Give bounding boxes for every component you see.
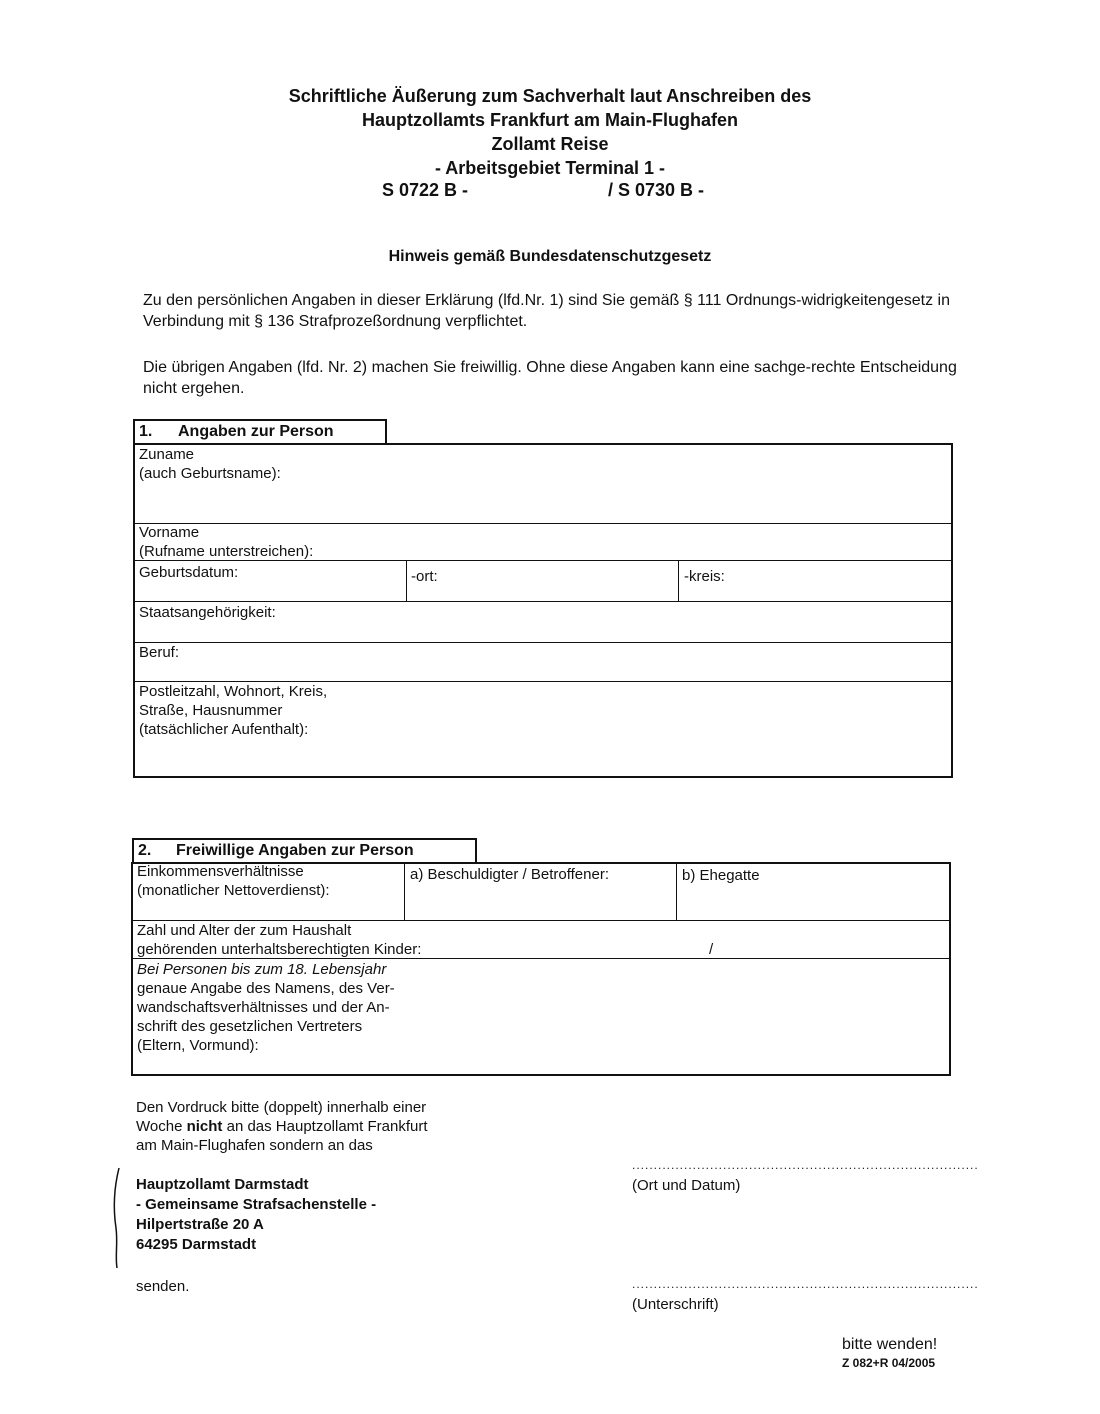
firstname-field[interactable] [340, 530, 940, 558]
surname-label-line: (auch Geburtsname): [139, 465, 281, 482]
instruction-text: Woche [136, 1118, 187, 1135]
income-label-line: (monatlicher Nettoverdienst): [137, 882, 330, 899]
income-accused-label: a) Beschuldigter / Betroffener: [410, 866, 609, 883]
minor-label-line: (Eltern, Vormund): [137, 1037, 259, 1054]
notice-paragraph-2: Die übrigen Angaben (lfd. Nr. 2) machen Sie freiwillig. Ohne diese Angaben kann eine sachge-rechte Entscheidung nicht ergehen. [143, 359, 957, 397]
address-label [139, 682, 327, 739]
address-line: - Gemeinsame Strafsachenstelle - [136, 1196, 377, 1213]
income-label [137, 862, 330, 900]
surname-label [139, 445, 281, 483]
income-accused-field[interactable] [410, 885, 670, 917]
instruction-line [136, 1117, 428, 1136]
income-label-line: Einkommensverhältnisse [137, 863, 304, 880]
address-line: 64295 Darmstadt [136, 1236, 257, 1253]
nationality-field[interactable] [300, 605, 940, 639]
minor-label-line: Bei Personen bis zum 18. Lebensjahr [137, 961, 387, 978]
header-line-2: Hauptzollamts Frankfurt am Main-Flughafen [361, 110, 739, 130]
place-date-label: (Ort und Datum) [632, 1177, 741, 1194]
header-line-4: - Arbeitsgebiet Terminal 1 - [434, 158, 666, 178]
place-date-line[interactable]: ................................................................................ [632, 1158, 979, 1172]
profession-label: Beruf: [139, 644, 180, 661]
birthplace-label: -ort: [411, 568, 438, 585]
children-label [137, 921, 421, 959]
guardian-field[interactable] [440, 965, 940, 1070]
section-1-title: Angaben zur Person [178, 423, 334, 440]
divider [676, 862, 677, 920]
minor-label-line: schrift des gesetzlichen Vertreters [137, 1018, 363, 1035]
firstname-label [139, 523, 313, 561]
section-1-number: 1. [139, 423, 153, 440]
divider [406, 560, 407, 601]
bracket-mark [112, 1168, 120, 1268]
address-label-line: Postleitzahl, Wohnort, Kreis, [139, 683, 328, 700]
birthdate-field[interactable] [260, 563, 400, 597]
header-line-3: Zollamt Reise [491, 134, 609, 154]
send-text: senden. [136, 1278, 190, 1295]
recipient-address [136, 1175, 376, 1255]
children-label-line: gehörenden unterhaltsberechtigten Kinder: [137, 941, 422, 958]
surname-field[interactable] [300, 480, 940, 518]
address-line: Hauptzollamt Darmstadt [136, 1176, 309, 1193]
form-code: Z 082+R 04/2005 [842, 1356, 936, 1370]
children-slash: / [709, 941, 714, 958]
notice-paragraph-1: Zu den persönlichen Angaben in dieser Erklärung (lfd.Nr. 1) sind Sie gemäß § 111 Ordnungs-widrigkeitengesetz in Verbindung mit § 136 Strafprozeßordnung verpflichtet. [143, 292, 950, 330]
instruction-line: Den Vordruck bitte (doppelt) innerhalb einer [136, 1099, 427, 1116]
signature-line[interactable]: ................................................................................ [632, 1277, 979, 1291]
address-label-line: (tatsächlicher Aufenthalt): [139, 721, 309, 738]
return-instructions [136, 1098, 428, 1155]
firstname-label-line: (Rufname unterstreichen): [139, 543, 314, 560]
address-label-line: Straße, Hausnummer [139, 702, 283, 719]
section-2-number: 2. [138, 842, 152, 859]
signature-label: (Unterschrift) [632, 1296, 719, 1313]
income-spouse-label: b) Ehegatte [682, 867, 760, 884]
profession-field[interactable] [200, 645, 940, 679]
birthplace-field[interactable] [450, 563, 670, 597]
surname-label-line: Zuname [139, 446, 195, 463]
reference-right: / S 0730 B - [608, 180, 705, 200]
margin-bracket [112, 1168, 120, 1268]
minor-label-line: genaue Angabe des Namens, des Ver- [137, 980, 395, 997]
divider [678, 560, 679, 601]
instruction-text: an das Hauptzollamt Frankfurt [222, 1118, 428, 1135]
children-field[interactable] [470, 935, 940, 957]
document-header [0, 84, 1100, 180]
birthdate-label: Geburtsdatum: [139, 564, 239, 581]
turn-over-note: bitte wenden! [842, 1336, 938, 1353]
reference-left: S 0722 B - [382, 180, 469, 200]
firstname-label-line: Vorname [139, 524, 200, 541]
minor-label-line: wandschaftsverhältnisses und der An- [137, 999, 390, 1016]
income-spouse-field[interactable] [682, 885, 944, 917]
address-line: Hilpertstraße 20 A [136, 1216, 264, 1233]
minor-label [137, 960, 395, 1055]
divider [404, 862, 405, 920]
divider [133, 601, 953, 602]
notice-title: Hinweis gemäß Bundesdatenschutzgesetz [388, 248, 712, 265]
children-label-line: Zahl und Alter der zum Haushalt [137, 922, 352, 939]
section-2-title: Freiwillige Angaben zur Person [176, 842, 414, 859]
district-field[interactable] [740, 563, 945, 597]
address-field[interactable] [360, 685, 940, 773]
instruction-emphasis: nicht [186, 1118, 223, 1135]
district-label: -kreis: [684, 568, 725, 585]
instruction-line: am Main-Flughafen sondern an das [136, 1137, 373, 1154]
header-line-1: Schriftliche Äußerung zum Sachverhalt laut Anschreiben des [288, 86, 812, 106]
divider [133, 642, 953, 643]
nationality-label: Staatsangehörigkeit: [139, 604, 276, 621]
